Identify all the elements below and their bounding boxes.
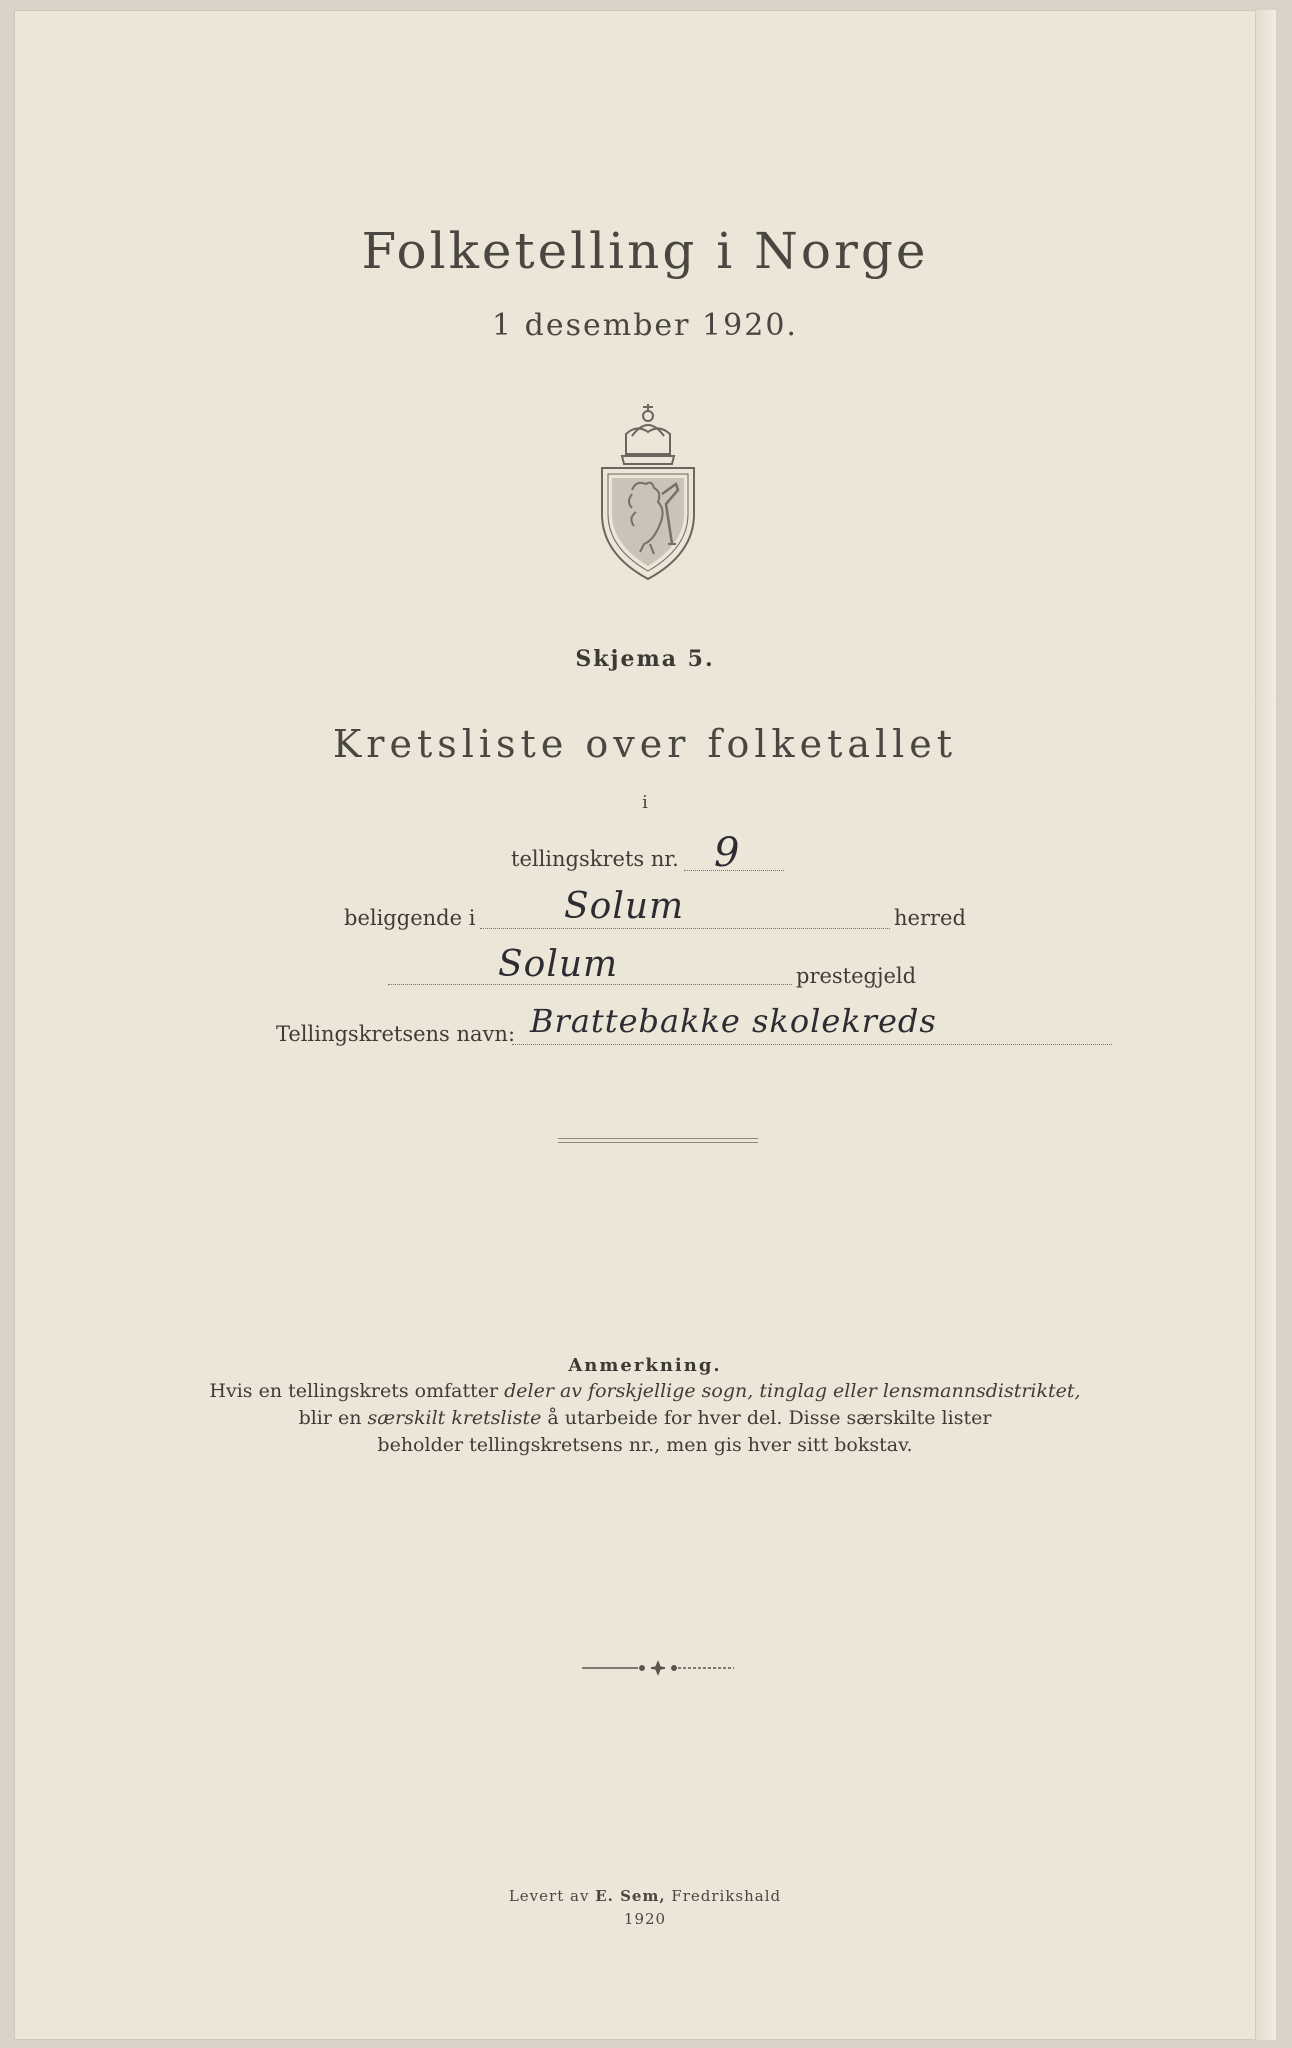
norway-coat-of-arms-icon	[592, 394, 704, 584]
printer-place: Fredrikshald	[665, 1887, 782, 1905]
ornament-divider-icon	[582, 1660, 734, 1676]
krets-number-handwritten: 9	[714, 830, 741, 876]
schema-number: Skjema 5.	[575, 646, 715, 672]
printer-line	[14, 1887, 1276, 1905]
krets-label: tellingskrets nr.	[511, 847, 679, 871]
prestegjeld-label: prestegjeld	[796, 964, 917, 988]
note-line-2-text-c: å utarbeide for hver del. Disse særskilte lister	[541, 1407, 992, 1429]
note-line-1	[14, 1380, 1276, 1402]
paper-fold	[14, 700, 1276, 702]
herred-label: herred	[894, 906, 966, 930]
document-date: 1 desember 1920.	[492, 308, 798, 343]
beliggende-label: beliggende i	[344, 906, 476, 930]
printer-prefix: Levert av	[508, 1887, 596, 1905]
prestegjeld-handwritten: Solum	[498, 944, 619, 985]
herred-dotted-line	[480, 928, 890, 929]
divider-rule-bottom	[558, 1142, 758, 1143]
divider-rule-top	[558, 1138, 758, 1139]
note-line-2-italic: særskilt kretsliste	[367, 1407, 542, 1429]
herred-handwritten: Solum	[564, 886, 685, 927]
navn-dotted-line	[512, 1044, 1112, 1045]
printer-name: E. Sem,	[595, 1887, 666, 1905]
note-title: Anmerkning.	[568, 1355, 722, 1376]
document-title: Folketelling i Norge	[361, 222, 929, 280]
printer-year: 1920	[623, 1910, 667, 1928]
note-line-2	[14, 1407, 1276, 1429]
navn-label: Tellingskretsens navn:	[276, 1022, 516, 1046]
form-heading: Kretsliste over folketallet	[332, 722, 958, 766]
navn-handwritten: Brattebakke skolekreds	[530, 1002, 937, 1040]
note-line-1-text: Hvis en tellingskrets omfatter	[209, 1380, 505, 1402]
note-line-1-italic: deler av forskjellige sogn, tinglag eller lensmannsdistriktet,	[504, 1380, 1081, 1402]
note-line-3: beholder tellingskretsens nr., men gis hver sitt bokstav.	[377, 1434, 913, 1456]
preposition-i: i	[642, 792, 648, 813]
census-form-page	[14, 10, 1276, 2040]
note-line-2-text-a: blir en	[298, 1407, 368, 1429]
